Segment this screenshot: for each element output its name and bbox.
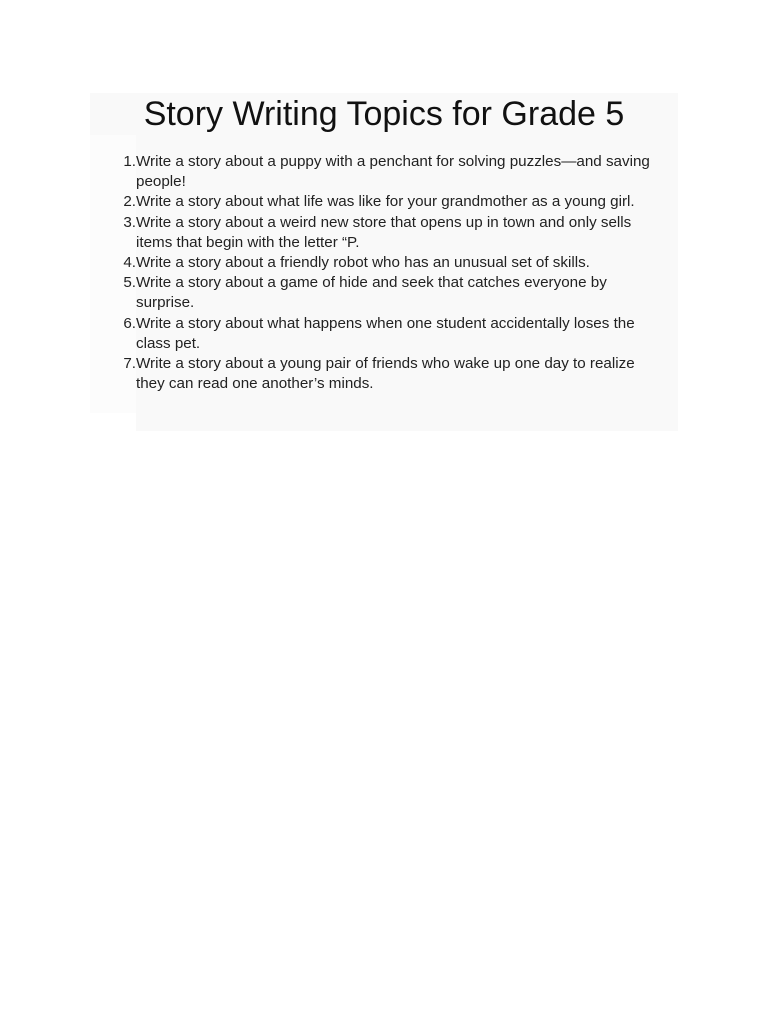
list-item-text: Write a story about a young pair of friends who wake up one day to realize they can read one another’s minds.	[136, 355, 635, 393]
list-item-number: 4.	[123, 254, 136, 272]
list-item-text: Write a story about what happens when one student accidentally loses the class pet.	[136, 314, 635, 352]
list-item	[104, 354, 666, 394]
list-item-number: 2.	[123, 193, 136, 211]
list-item-text: Write a story about a friendly robot who has an unusual set of skills.	[136, 254, 590, 272]
list-item-number: 1.	[123, 153, 136, 170]
list-item-number: 5.	[123, 274, 136, 292]
list-item-text: Write a story about a puppy with a penchant for solving puzzles—and saving people!	[136, 153, 650, 191]
list-item	[104, 192, 666, 212]
list-item-number: 6.	[123, 314, 136, 332]
list-item	[104, 152, 666, 192]
list-item-text: Write a story about a weird new store that opens up in town and only sells items that begin with the letter “P.	[136, 213, 632, 251]
list-item	[104, 213, 666, 253]
list-item-text: Write a story about a game of hide and seek that catches everyone by surprise.	[136, 274, 607, 312]
topic-list	[104, 152, 666, 394]
list-item-text: Write a story about what life was like for your grandmother as a young girl.	[136, 193, 635, 211]
list-item-number: 3.	[123, 213, 136, 231]
list-item	[104, 314, 666, 354]
list-item-number: 7.	[123, 355, 136, 373]
list-item	[104, 273, 666, 313]
list-item	[104, 253, 666, 273]
page-title: Story Writing Topics for Grade 5	[143, 95, 625, 133]
